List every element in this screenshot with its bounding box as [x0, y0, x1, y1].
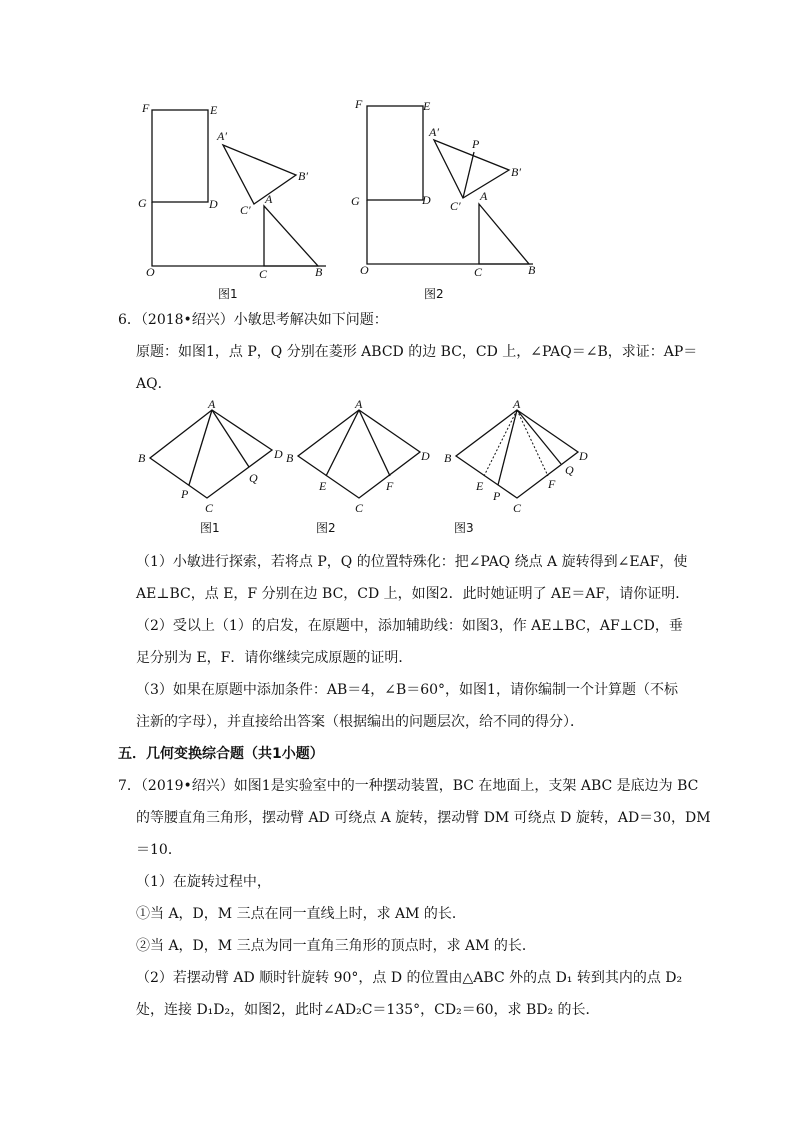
label-c: C: [205, 501, 214, 515]
q6-part3-line1: （3）如果在原题中添加条件：AB＝4，∠B＝60°，如图1，请你编制一个计算题（不标: [136, 682, 678, 698]
label-f: F: [386, 479, 394, 493]
figure-caption: 图2: [424, 287, 444, 301]
q7-part1a: ①当 A，D，M 三点在同一直线上时，求 AM 的长．: [136, 906, 466, 922]
q6-part3-line2: 注新的字母），并直接给出答案（根据编出的问题层次，给不同的得分）．: [136, 714, 584, 730]
label-o: O: [146, 265, 155, 279]
label-a: A: [355, 398, 363, 411]
q6-part2-line2: 足分别为 E，F．请你继续完成原题的证明．: [136, 650, 413, 666]
q7-part1b: ②当 A，D，M 三点为同一直角三角形的顶点时，求 AM 的长．: [136, 938, 536, 954]
label-c-prime: C′: [240, 203, 251, 217]
rhombus-abcd: [456, 410, 578, 498]
label-a: A: [208, 398, 216, 411]
label-b: B: [138, 451, 146, 465]
figure-top-2: [345, 90, 555, 310]
label-a: A: [265, 192, 273, 206]
label-g: G: [138, 196, 147, 210]
segment-ap: [189, 410, 212, 485]
segment-ap: [498, 410, 517, 485]
axes-og-ob: [152, 202, 326, 266]
label-e: E: [319, 479, 327, 493]
label-a-prime: A′: [429, 125, 439, 139]
label-d: D: [274, 447, 283, 461]
figure-rhombus-3: [440, 398, 605, 538]
label-f: F: [142, 101, 150, 115]
triangle-a1b1c1: [223, 145, 296, 204]
q7-part2-line2: 处，连接 D₁D₂，如图2，此时∠AD₂C＝135°，CD₂＝60，求 BD₂ 的长．: [136, 1002, 600, 1018]
figure-rhombus-1: [132, 398, 297, 538]
segment-aq: [212, 410, 249, 467]
figure-rhombus-2: [282, 398, 447, 538]
label-d: D: [209, 197, 218, 211]
label-b-prime: B′: [298, 169, 308, 183]
q6-original-line1: 原题：如图1，点 P，Q 分别在菱形 ABCD 的边 BC，CD 上，∠PAQ＝∠B，求证：AP＝: [136, 344, 698, 360]
label-b: B: [528, 263, 536, 277]
section-title: 五．几何变换综合题（共1小题）: [118, 746, 324, 762]
figure-caption: 图1: [200, 521, 220, 535]
triangle-acb: [264, 206, 318, 266]
rectangle-fged: [367, 106, 423, 200]
label-p: P: [472, 137, 480, 151]
label-p: P: [181, 487, 189, 501]
label-c: C: [355, 501, 364, 515]
label-o: O: [360, 263, 369, 277]
label-p: P: [493, 489, 501, 503]
figure-top-1: [130, 90, 340, 310]
label-e: E: [210, 103, 218, 117]
figure-caption: 图1: [218, 287, 238, 301]
segment-aq: [517, 410, 561, 464]
label-e: E: [476, 479, 484, 493]
label-b-prime: B′: [511, 165, 521, 179]
rectangle-fged: [152, 110, 208, 202]
q6-part1-line2: AE⊥BC，点 E，F 分别在边 BC，CD 上，如图2．此时她证明了 AE＝AF，请你证明．: [136, 586, 690, 602]
label-a: A: [513, 398, 521, 411]
q6-original-line2: AQ．: [136, 376, 172, 392]
label-a: A: [480, 189, 488, 203]
q7-part2-line1: （2）若摆动臂 AD 顺时针旋转 90°，点 D 的位置由△ABC 外的点 D₁ 转到其内的点 D₂: [136, 970, 683, 986]
label-q: Q: [249, 471, 258, 485]
label-a-prime: A′: [217, 129, 227, 143]
figure-caption: 图3: [454, 521, 474, 535]
label-f: F: [548, 477, 556, 491]
label-d: D: [422, 193, 431, 207]
label-c-prime: C′: [450, 199, 461, 213]
label-b: B: [315, 265, 323, 279]
label-f: F: [355, 97, 363, 111]
triangle-acb: [479, 204, 529, 264]
segment-ae: [326, 410, 359, 476]
label-b: B: [444, 451, 452, 465]
label-c: C: [259, 267, 268, 281]
label-c: C: [474, 265, 483, 279]
segment-pc1: [463, 152, 474, 198]
label-q: Q: [565, 463, 574, 477]
q7-part1: （1）在旋转过程中，: [136, 874, 271, 890]
label-e: E: [423, 99, 431, 113]
figure-caption: 图2: [316, 521, 336, 535]
label-c: C: [513, 501, 522, 515]
q6-part2-line1: （2）受以上（1）的启发，在原题中，添加辅助线：如图3，作 AE⊥BC，AF⊥CD，垂: [136, 618, 683, 634]
label-b: B: [286, 451, 294, 465]
segment-ae-dotted: [484, 410, 517, 476]
label-g: G: [351, 194, 360, 208]
q7-line2: 的等腰直角三角形，摆动臂 AD 可绕点 A 旋转，摆动臂 DM 可绕点 D 旋转，AD＝30，DM: [136, 810, 711, 826]
q7-line3: ＝10．: [136, 842, 182, 858]
label-d: D: [579, 449, 588, 463]
q6-stem: 6．（2018•绍兴）小敏思考解决如下问题：: [118, 312, 388, 328]
label-d: D: [421, 449, 430, 463]
rhombus-abcd: [298, 410, 420, 498]
q7-line1: 7．（2019•绍兴）如图1是实验室中的一种摆动装置，BC 在地面上，支架 ABC 是底边为 BC: [118, 778, 699, 794]
q6-part1-line1: （1）小敏进行探索，若将点 P，Q 的位置特殊化：把∠PAQ 绕点 A 旋转得到∠EAF，使: [136, 554, 688, 570]
